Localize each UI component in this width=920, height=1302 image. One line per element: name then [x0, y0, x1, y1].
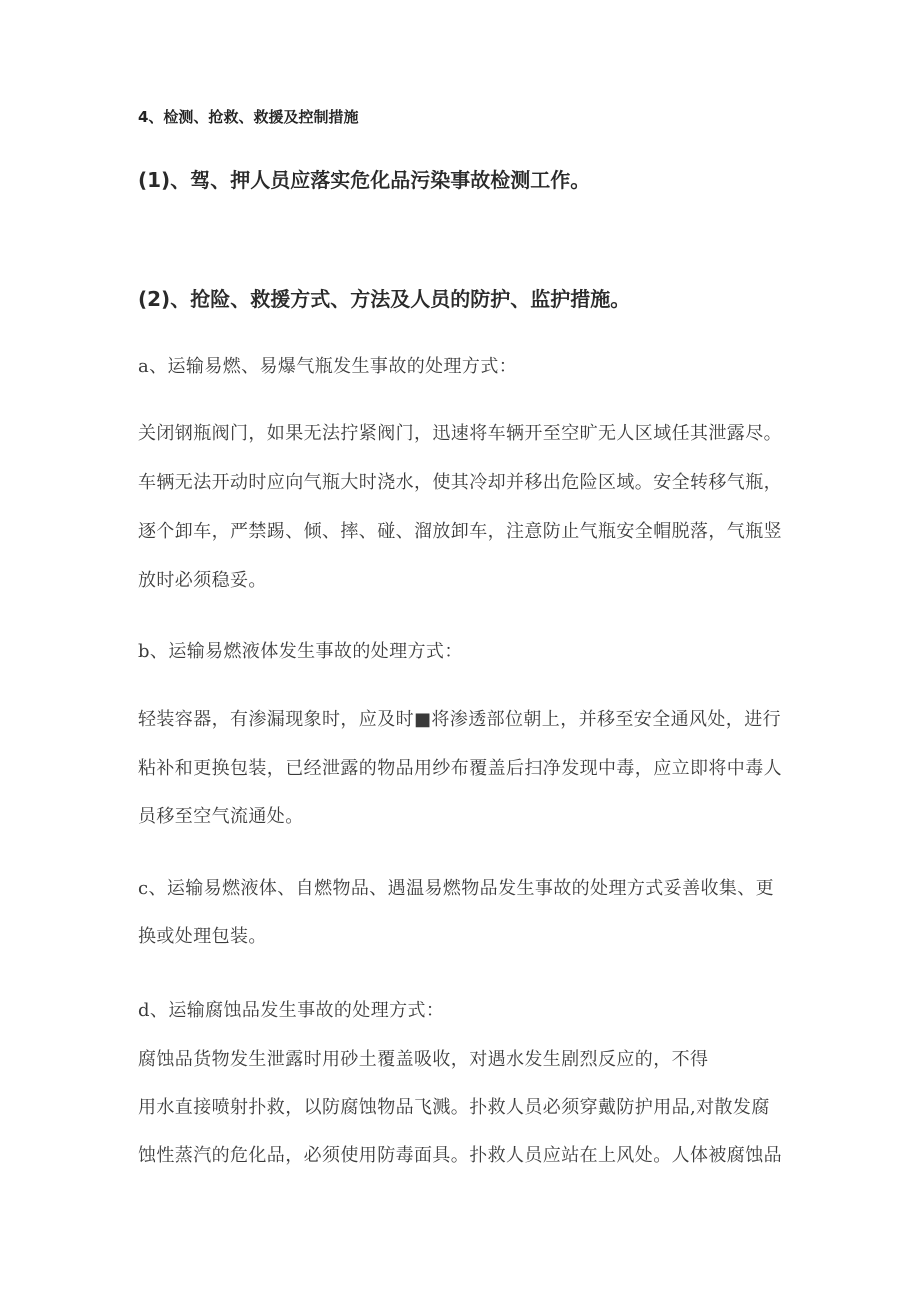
section-b-line: 轻装容器，有渗漏现象时，应及时■将渗透部位朝上，并移至安全通风处，进行 [138, 709, 782, 730]
section-d-line: 用水直接喷射扑救，以防腐蚀物品飞溅。扑救人员必须穿戴防护用品,对散发腐 [138, 1097, 770, 1118]
subsection-2-heading: (2)、抢险、救援方式、方法及人员的防护、监护措施。 [138, 287, 631, 311]
section-c-line: c、运输易燃液体、自燃物品、遇温易燃物品发生事故的处理方式妥善收集、更 [138, 878, 775, 899]
section-a-line: 放时必须稳妥。 [138, 570, 267, 591]
section-a-line: 关闭钢瓶阀门，如果无法拧紧阀门，迅速将车辆开至空旷无人区域任其泄露尽。 [138, 423, 782, 444]
section-a-title: a、运输易燃、易爆气瓶发生事故的处理方式： [138, 356, 518, 377]
section-b-line: 员移至空气流通处。 [138, 806, 304, 827]
section-c-line: 换或处理包装。 [138, 926, 267, 947]
section-heading: 4、检测、抢救、救援及控制措施 [138, 108, 359, 126]
subsection-1-heading: (1)、驾、押人员应落实危化品污染事故检测工作。 [138, 168, 591, 192]
section-b-title: b、运输易燃液体发生事故的处理方式： [138, 641, 463, 662]
section-a-line: 车辆无法开动时应向气瓶大时浇水，使其冷却并移出危险区域。安全转移气瓶， [138, 472, 782, 493]
section-d-line: 腐蚀品货物发生泄露时用砂土覆盖吸收，对遇水发生剧烈反应的，不得 [138, 1049, 709, 1070]
section-b-line: 粘补和更换包装，已经泄露的物品用纱布覆盖后扫净发现中毒，应立即将中毒人 [138, 758, 782, 779]
section-a-line: 逐个卸车，严禁踢、倾、摔、碰、溜放卸车，注意防止气瓶安全帽脱落，气瓶竖 [138, 521, 782, 542]
section-d-line: 蚀性蒸汽的危化品，必须使用防毒面具。扑救人员应站在上风处。人体被腐蚀品 [138, 1145, 782, 1166]
section-d-title: d、运输腐蚀品发生事故的处理方式： [138, 1000, 445, 1021]
